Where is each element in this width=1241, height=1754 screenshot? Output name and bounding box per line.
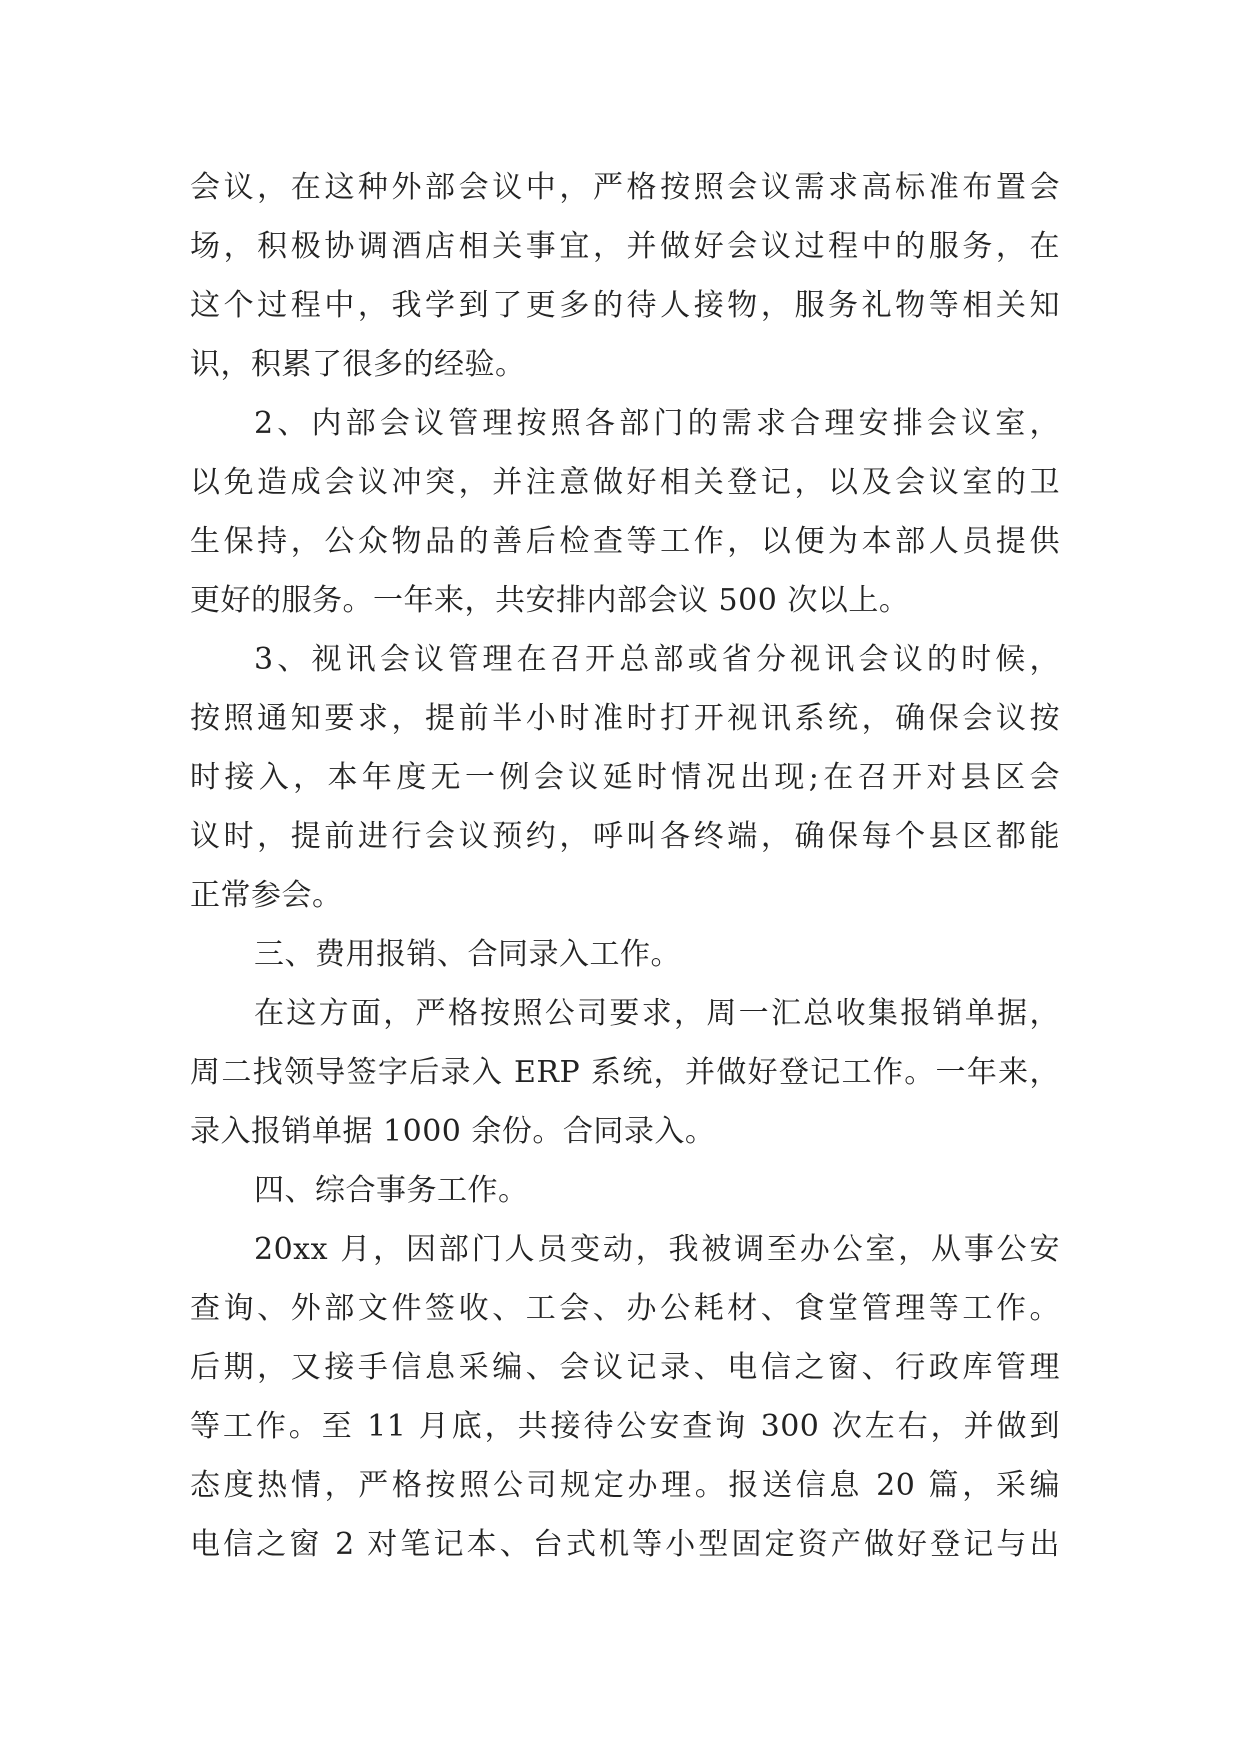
- text-line: 会议，在这种外部会议中，严格按照会议需求高标准布置会: [190, 170, 1060, 205]
- text-line: 电信之窗 2 对笔记本、台式机等小型固定资产做好登记与出: [190, 1527, 1060, 1562]
- text-line: 按照通知要求，提前半小时准时打开视讯系统，确保会议按: [190, 701, 1060, 736]
- text-line: 录入报销单据 1000 余份。合同录入。: [190, 1114, 716, 1149]
- text-line: 时接入，本年度无一例会议延时情况出现;在召开对县区会: [190, 760, 1060, 795]
- text-line: 周二找领导签字后录入 ERP 系统，并做好登记工作。一年来，: [190, 1055, 1060, 1090]
- text-line: 在这方面，严格按照公司要求，周一汇总收集报销单据，: [254, 996, 1060, 1031]
- text-line: 2、内部会议管理按照各部门的需求合理安排会议室，: [254, 406, 1060, 441]
- text-line: 后期，又接手信息采编、会议记录、电信之窗、行政库管理: [190, 1350, 1060, 1385]
- text-line: 以免造成会议冲突，并注意做好相关登记，以及会议室的卫: [190, 465, 1060, 500]
- text-line: 议时，提前进行会议预约，呼叫各终端，确保每个县区都能: [190, 819, 1060, 854]
- text-line: 三、费用报销、合同录入工作。: [254, 937, 681, 972]
- text-line: 这个过程中，我学到了更多的待人接物，服务礼物等相关知: [190, 288, 1060, 323]
- text-line: 态度热情，严格按照公司规定办理。报送信息 20 篇，采编: [190, 1468, 1060, 1503]
- text-line: 查询、外部文件签收、工会、办公耗材、食堂管理等工作。: [190, 1291, 1060, 1326]
- text-line: 3、视讯会议管理在召开总部或省分视讯会议的时候，: [254, 642, 1060, 677]
- text-line: 四、综合事务工作。: [254, 1173, 529, 1208]
- document-body: [190, 158, 1060, 1574]
- text-line: 更好的服务。一年来，共安排内部会议 500 次以上。: [190, 583, 910, 618]
- text-line: 正常参会。: [190, 878, 343, 913]
- text-line: 20xx 月，因部门人员变动，我被调至办公室，从事公安: [254, 1232, 1060, 1267]
- text-line: 生保持，公众物品的善后检查等工作，以便为本部人员提供: [190, 524, 1060, 559]
- text-line: 场，积极协调酒店相关事宜，并做好会议过程中的服务，在: [190, 229, 1060, 264]
- text-line: 识，积累了很多的经验。: [190, 347, 526, 382]
- text-line: 等工作。至 11 月底，共接待公安查询 300 次左右，并做到: [190, 1409, 1060, 1444]
